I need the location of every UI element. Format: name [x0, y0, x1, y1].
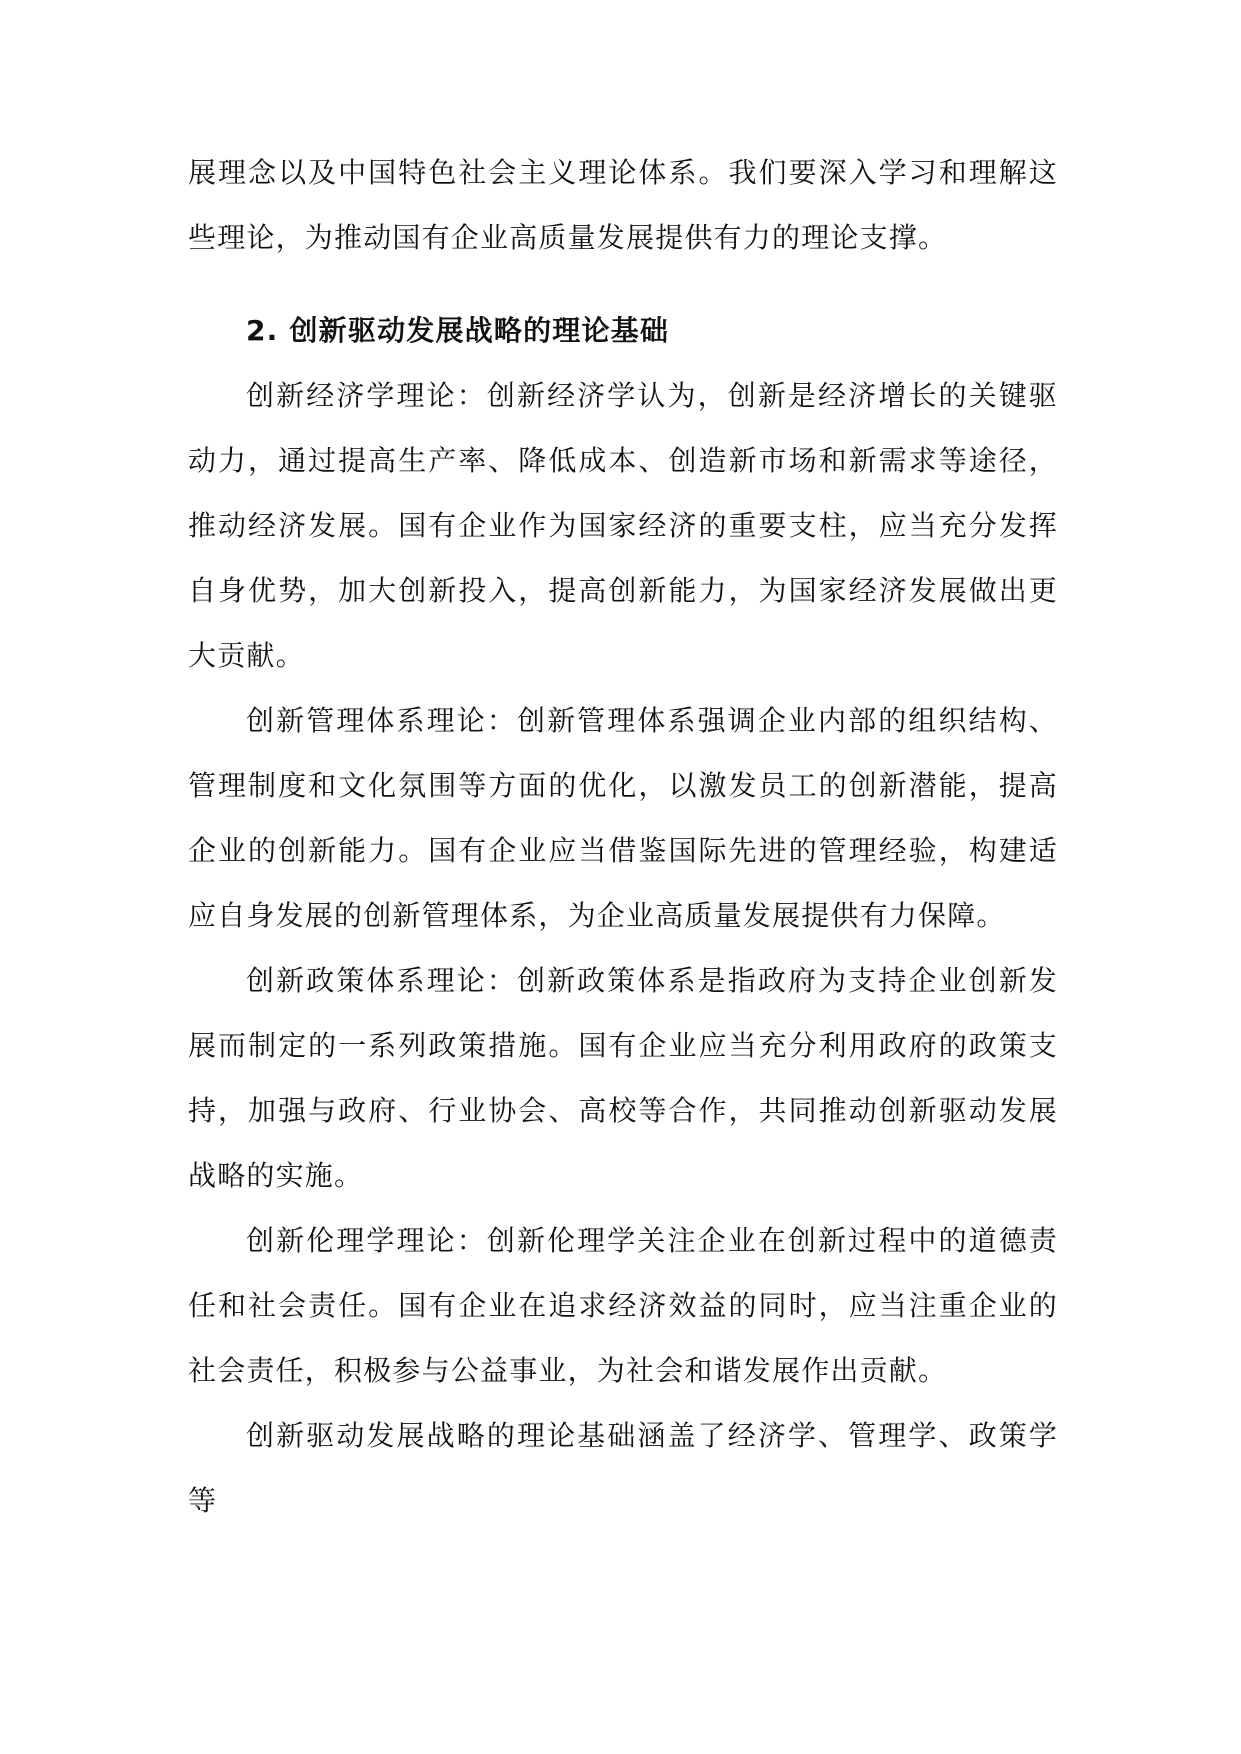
paragraph-summary: 创新驱动发展战略的理论基础涵盖了经济学、管理学、政策学等: [188, 1419, 1058, 1517]
paragraph-innovation-policy: 创新政策体系理论：创新政策体系是指政府为支持企业创新发展而制定的一系列政策措施。国有企业应当充分利用政府的政策支持，加强与政府、行业协会、高校等合作，共同推动创新驱动发展战略的实施。: [188, 964, 1058, 1192]
paragraph-continued: 展理念以及中国特色社会主义理论体系。我们要深入学习和理解这些理论，为推动国有企业高质量发展提供有力的理论支撑。: [188, 156, 1058, 254]
paragraph-innovation-economics: 创新经济学理论：创新经济学认为，创新是经济增长的关键驱动力，通过提高生产率、降低成本、创造新市场和新需求等途径，推动经济发展。国有企业作为国家经济的重要支柱，应当充分发挥自身优势，加大创新投入，提高创新能力，为国家经济发展做出更大贡献。: [188, 379, 1058, 672]
document-page: [188, 140, 1058, 1533]
section-heading: 2. 创新驱动发展战略的理论基础: [246, 314, 670, 347]
paragraph-innovation-management: 创新管理体系理论：创新管理体系强调企业内部的组织结构、管理制度和文化氛围等方面的优化，以激发员工的创新潜能，提高企业的创新能力。国有企业应当借鉴国际先进的管理经验，构建适应自身发展的创新管理体系，为企业高质量发展提供有力保障。: [188, 704, 1058, 932]
paragraph-innovation-ethics: 创新伦理学理论：创新伦理学关注企业在创新过程中的道德责任和社会责任。国有企业在追求经济效益的同时，应当注重企业的社会责任，积极参与公益事业，为社会和谐发展作出贡献。: [188, 1224, 1058, 1387]
